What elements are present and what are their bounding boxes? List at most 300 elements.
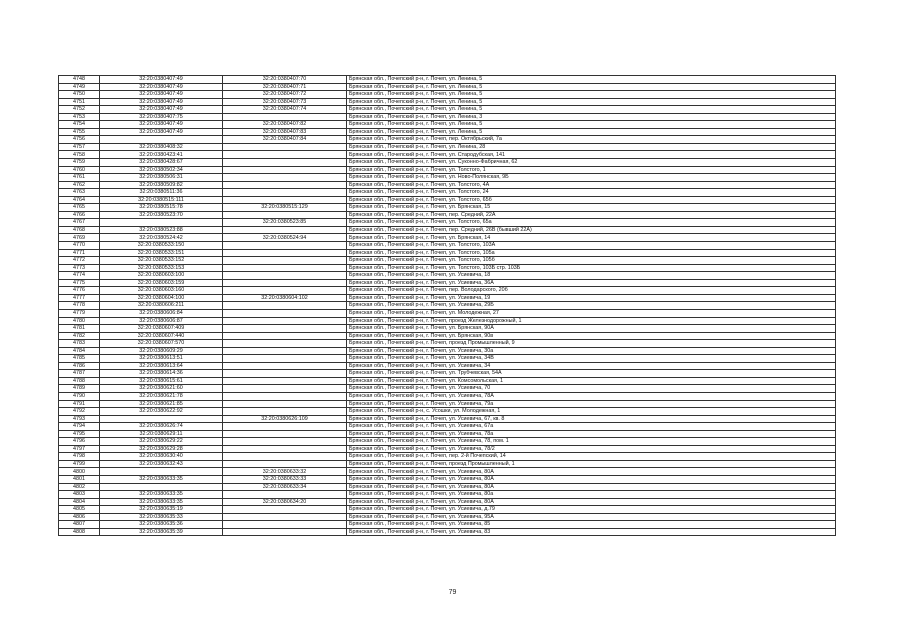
table-row — [59, 340, 836, 348]
address-cell: Брянская обл., Почепский р-н, г. Почеп, ул. Усиевича, 78, пом. 1 — [347, 438, 836, 446]
row-number-cell: 4796 — [59, 438, 100, 446]
building-cadastral-number-cell — [223, 181, 347, 189]
row-number-cell: 4800 — [59, 468, 100, 476]
row-number-cell: 4794 — [59, 423, 100, 431]
cadastral-number-cell: 32:20:0380515:78 — [100, 204, 223, 212]
row-number-cell: 4752 — [59, 106, 100, 114]
table-row — [59, 460, 836, 468]
row-number-cell: 4792 — [59, 408, 100, 416]
row-number-cell: 4791 — [59, 400, 100, 408]
cadastral-number-cell: 32:20:0380621:85 — [100, 400, 223, 408]
row-number-cell: 4750 — [59, 91, 100, 99]
table-row — [59, 211, 836, 219]
cadastral-number-cell: 32:20:0380407:49 — [100, 91, 223, 99]
table-row — [59, 136, 836, 144]
table-row — [59, 332, 836, 340]
table-row — [59, 445, 836, 453]
address-cell: Брянская обл., Почепский р-н, г. Почеп, ул. Усиевича, д.79 — [347, 506, 836, 514]
building-cadastral-number-cell — [223, 249, 347, 257]
table-row — [59, 128, 836, 136]
row-number-cell: 4762 — [59, 181, 100, 189]
table-row — [59, 362, 836, 370]
table-row — [59, 385, 836, 393]
building-cadastral-number-cell — [223, 242, 347, 250]
address-cell: Брянская обл., Почепский р-н, г. Почеп, ул. Ленина, 5 — [347, 91, 836, 99]
building-cadastral-number-cell: 32:20:0380407:82 — [223, 121, 347, 129]
cadastral-number-cell: 32:20:0380603:100 — [100, 272, 223, 280]
address-cell: Брянская обл., Почепский р-н, с. Усошки, ул. Молодежная, 1 — [347, 408, 836, 416]
address-cell: Брянская обл., Почепский р-н, г. Почеп, ул. Ленина, 5 — [347, 76, 836, 84]
address-cell: Брянская обл., Почепский р-н, г. Почеп, ул. Усиевича, 79а — [347, 400, 836, 408]
building-cadastral-number-cell: 32:20:0380634:20 — [223, 498, 347, 506]
address-cell: Брянская обл., Почепский р-н, г. Почеп, ул. Толстого, 105б — [347, 257, 836, 265]
address-cell: Брянская обл., Почепский р-н, г. Почеп, проезд Промышленный, 9 — [347, 340, 836, 348]
table-row — [59, 113, 836, 121]
table-row — [59, 491, 836, 499]
page-number: 79 — [448, 589, 457, 596]
table-row — [59, 392, 836, 400]
address-cell: Брянская обл., Почепский р-н, г. Почеп, ул. Ленина, 5 — [347, 83, 836, 91]
building-cadastral-number-cell: 32:20:0380633:32 — [223, 468, 347, 476]
row-number-cell: 4785 — [59, 355, 100, 363]
table-row — [59, 468, 836, 476]
building-cadastral-number-cell — [223, 491, 347, 499]
row-number-cell: 4765 — [59, 204, 100, 212]
address-cell: Брянская обл., Почепский р-н, г. Почеп, ул. Брянская, 15 — [347, 204, 836, 212]
table-row — [59, 302, 836, 310]
table-row — [59, 370, 836, 378]
address-cell: Брянская обл., Почепский р-н, г. Почеп, ул. Усиевича, 80А — [347, 498, 836, 506]
cadastral-number-cell: 32:20:0380524:42 — [100, 234, 223, 242]
cadastral-number-cell: 32:20:0380613:64 — [100, 362, 223, 370]
row-number-cell: 4790 — [59, 392, 100, 400]
address-cell: Брянская обл., Почепский р-н, г. Почеп, ул. Усиевича, 34 — [347, 362, 836, 370]
cadastral-number-cell: 32:20:0380533:151 — [100, 249, 223, 257]
row-number-cell: 4788 — [59, 377, 100, 385]
cadastral-number-cell: 32:20:0380615:61 — [100, 377, 223, 385]
address-cell: Брянская обл., Почепский р-н, г. Почеп, проезд Промышленный, 1 — [347, 460, 836, 468]
cadastral-number-cell: 32:20:0380635:36 — [100, 521, 223, 529]
address-cell: Брянская обл., Почепский р-н, г. Почеп, ул. Усиевича, 85 — [347, 521, 836, 529]
row-number-cell: 4782 — [59, 332, 100, 340]
address-cell: Брянская обл., Почепский р-н, г. Почеп, ул. Усиевича, 29Б — [347, 302, 836, 310]
row-number-cell: 4755 — [59, 128, 100, 136]
building-cadastral-number-cell — [223, 211, 347, 219]
row-number-cell: 4778 — [59, 302, 100, 310]
building-cadastral-number-cell — [223, 528, 347, 536]
table-row — [59, 453, 836, 461]
row-number-cell: 4795 — [59, 430, 100, 438]
row-number-cell: 4802 — [59, 483, 100, 491]
row-number-cell: 4769 — [59, 234, 100, 242]
building-cadastral-number-cell — [223, 438, 347, 446]
cadastral-number-cell: 32:20:0380635:39 — [100, 528, 223, 536]
cadastral-number-cell: 32:20:0380603:160 — [100, 287, 223, 295]
building-cadastral-number-cell: 32:20:0380633:34 — [223, 483, 347, 491]
row-number-cell: 4748 — [59, 76, 100, 84]
table-row — [59, 317, 836, 325]
building-cadastral-number-cell — [223, 400, 347, 408]
cadastral-number-cell: 32:20:0380511:36 — [100, 189, 223, 197]
row-number-cell: 4756 — [59, 136, 100, 144]
table-row — [59, 438, 836, 446]
table-row — [59, 234, 836, 242]
row-number-cell: 4781 — [59, 325, 100, 333]
cadastral-number-cell: 32:20:0380606:84 — [100, 309, 223, 317]
building-cadastral-number-cell: 32:20:0380604:102 — [223, 294, 347, 302]
row-number-cell: 4798 — [59, 453, 100, 461]
cadastral-number-cell: 32:20:0380622:92 — [100, 408, 223, 416]
building-cadastral-number-cell — [223, 362, 347, 370]
cadastral-number-cell: 32:20:0380613:51 — [100, 355, 223, 363]
cadastral-number-cell: 32:20:0380407:49 — [100, 106, 223, 114]
table-row — [59, 121, 836, 129]
address-cell: Брянская обл., Почепский р-н, г. Почеп, ул. Суконно-Фабричная, 62 — [347, 159, 836, 167]
row-number-cell: 4774 — [59, 272, 100, 280]
table-row — [59, 506, 836, 514]
table-row — [59, 196, 836, 204]
address-cell: Брянская обл., Почепский р-н, г. Почеп, ул. Усиевича, 19 — [347, 294, 836, 302]
building-cadastral-number-cell — [223, 287, 347, 295]
row-number-cell: 4775 — [59, 279, 100, 287]
cadastral-number-cell: 32:20:0380635:19 — [100, 506, 223, 514]
table-row — [59, 355, 836, 363]
row-number-cell: 4806 — [59, 513, 100, 521]
row-number-cell: 4776 — [59, 287, 100, 295]
address-cell: Брянская обл., Почепский р-н, г. Почеп, ул. Усиевича, 36А — [347, 279, 836, 287]
cadastral-number-cell: 32:20:0380407:75 — [100, 113, 223, 121]
cadastral-number-cell: 32:20:0380606:211 — [100, 302, 223, 310]
cadastral-number-cell — [100, 468, 223, 476]
row-number-cell: 4768 — [59, 226, 100, 234]
cadastral-number-cell: 32:20:0380607:570 — [100, 340, 223, 348]
cadastral-number-cell: 32:20:0380621:78 — [100, 392, 223, 400]
cadastral-number-cell: 32:20:0380533:152 — [100, 257, 223, 265]
address-cell: Брянская обл., Почепский р-н, г. Почеп, пер. Октябрьский, 7а — [347, 136, 836, 144]
address-cell: Брянская обл., Почепский р-н, г. Почеп, ул. Толстого, 103Б стр. 103Б — [347, 264, 836, 272]
table-row — [59, 219, 836, 227]
cadastral-number-cell: 32:20:0380533:150 — [100, 242, 223, 250]
building-cadastral-number-cell — [223, 506, 347, 514]
cadastral-number-cell: 32:20:0380609:29 — [100, 347, 223, 355]
table-row — [59, 226, 836, 234]
row-number-cell: 4759 — [59, 159, 100, 167]
row-number-cell: 4808 — [59, 528, 100, 536]
address-cell: Брянская обл., Почепский р-н, г. Почеп, ул. Усиевича, 34В — [347, 355, 836, 363]
table-row — [59, 400, 836, 408]
address-cell: Брянская обл., Почепский р-н, г. Почеп, ул. Ленина, 5 — [347, 106, 836, 114]
table-row — [59, 521, 836, 529]
table-row — [59, 498, 836, 506]
table-row — [59, 294, 836, 302]
address-cell: Брянская обл., Почепский р-н, г. Почеп, ул. Ленина, 5 — [347, 128, 836, 136]
building-cadastral-number-cell — [223, 347, 347, 355]
cadastral-number-cell: 32:20:0380635:33 — [100, 513, 223, 521]
table-row — [59, 159, 836, 167]
cadastral-number-cell: 32:20:0380407:49 — [100, 121, 223, 129]
row-number-cell: 4754 — [59, 121, 100, 129]
address-cell: Брянская обл., Почепский р-н, г. Почеп, ул. Усиевича, 95А — [347, 513, 836, 521]
building-cadastral-number-cell — [223, 521, 347, 529]
row-number-cell: 4799 — [59, 460, 100, 468]
row-number-cell: 4767 — [59, 219, 100, 227]
row-number-cell: 4784 — [59, 347, 100, 355]
building-cadastral-number-cell — [223, 460, 347, 468]
building-cadastral-number-cell — [223, 332, 347, 340]
table-row — [59, 181, 836, 189]
address-cell: Брянская обл., Почепский р-н, г. Почеп, ул. Усиевича, 30а — [347, 347, 836, 355]
cadastral-number-cell: 32:20:0380407:49 — [100, 76, 223, 84]
table-row — [59, 377, 836, 385]
address-cell: Брянская обл., Почепский р-н, г. Почеп, ул. Брянская, 90в — [347, 332, 836, 340]
row-number-cell: 4797 — [59, 445, 100, 453]
table-row — [59, 189, 836, 197]
row-number-cell: 4749 — [59, 83, 100, 91]
table-row — [59, 423, 836, 431]
row-number-cell: 4753 — [59, 113, 100, 121]
building-cadastral-number-cell — [223, 166, 347, 174]
address-cell: Брянская обл., Почепский р-н, г. Почеп, ул. Стародубская, 141 — [347, 151, 836, 159]
building-cadastral-number-cell — [223, 302, 347, 310]
address-cell: Брянская обл., Почепский р-н, г. Почеп, ул. Ленина, 3 — [347, 113, 836, 121]
cadastral-number-cell — [100, 219, 223, 227]
building-cadastral-number-cell — [223, 445, 347, 453]
building-cadastral-number-cell — [223, 423, 347, 431]
building-cadastral-number-cell — [223, 151, 347, 159]
address-cell: Брянская обл., Почепский р-н, г. Почеп, проезд Железнодорожный, 1 — [347, 317, 836, 325]
building-cadastral-number-cell: 32:20:0380626:109 — [223, 415, 347, 423]
cadastral-number-cell: 32:20:0380621:60 — [100, 385, 223, 393]
row-number-cell: 4786 — [59, 362, 100, 370]
building-cadastral-number-cell — [223, 196, 347, 204]
building-cadastral-number-cell — [223, 272, 347, 280]
building-cadastral-number-cell — [223, 189, 347, 197]
address-cell: Брянская обл., Почепский р-н, г. Почеп, ул. Толстого, 4А — [347, 181, 836, 189]
table-row — [59, 264, 836, 272]
row-number-cell: 4772 — [59, 257, 100, 265]
building-cadastral-number-cell — [223, 408, 347, 416]
building-cadastral-number-cell — [223, 355, 347, 363]
table-row — [59, 272, 836, 280]
table-row — [59, 483, 836, 491]
row-number-cell: 4766 — [59, 211, 100, 219]
building-cadastral-number-cell — [223, 309, 347, 317]
address-cell: Брянская обл., Почепский р-н, г. Почеп, ул. Толстого, 65а — [347, 219, 836, 227]
address-cell: Брянская обл., Почепский р-н, г. Почеп, ул. Усиевича, 78а — [347, 430, 836, 438]
cadastral-number-cell: 32:20:0380506:31 — [100, 174, 223, 182]
cadastral-number-cell: 32:20:0380423:41 — [100, 151, 223, 159]
building-cadastral-number-cell — [223, 264, 347, 272]
row-number-cell: 4764 — [59, 196, 100, 204]
building-cadastral-number-cell — [223, 317, 347, 325]
cadastral-number-cell — [100, 483, 223, 491]
address-cell: Брянская обл., Почепский р-н, г. Почеп, ул. Брянская, 14 — [347, 234, 836, 242]
building-cadastral-number-cell: 32:20:0380633:33 — [223, 475, 347, 483]
table-row — [59, 106, 836, 114]
table-row — [59, 76, 836, 84]
row-number-cell: 4770 — [59, 242, 100, 250]
address-cell: Брянская обл., Почепский р-н, г. Почеп, ул. Усиевича, 80а — [347, 491, 836, 499]
address-cell: Брянская обл., Почепский р-н, г. Почеп, ул. Толстого, 103А — [347, 242, 836, 250]
building-cadastral-number-cell: 32:20:0380407:70 — [223, 76, 347, 84]
row-number-cell: 4779 — [59, 309, 100, 317]
building-cadastral-number-cell: 32:20:0380407:73 — [223, 98, 347, 106]
table-row — [59, 242, 836, 250]
row-number-cell: 4801 — [59, 475, 100, 483]
cadastral-number-cell: 32:20:0380629:11 — [100, 430, 223, 438]
table-row — [59, 279, 836, 287]
address-cell: Брянская обл., Почепский р-н, г. Почеп, ул. Ленина, 5 — [347, 98, 836, 106]
table-row — [59, 174, 836, 182]
cadastral-number-cell: 32:20:0380607:440 — [100, 332, 223, 340]
cadastral-number-cell: 32:20:0380523:70 — [100, 211, 223, 219]
address-cell: Брянская обл., Почепский р-н, г. Почеп, ул. Усиевича, 70 — [347, 385, 836, 393]
address-cell: Брянская обл., Почепский р-н, г. Почеп, ул. Усиевича, 80А — [347, 468, 836, 476]
building-cadastral-number-cell — [223, 226, 347, 234]
row-number-cell: 4787 — [59, 370, 100, 378]
address-cell: Брянская обл., Почепский р-н, г. Почеп, ул. Толстого, 105а — [347, 249, 836, 257]
building-cadastral-number-cell: 32:20:0380515:129 — [223, 204, 347, 212]
building-cadastral-number-cell — [223, 385, 347, 393]
cadastral-number-cell: 32:20:0380633:35 — [100, 498, 223, 506]
cadastral-number-cell — [100, 415, 223, 423]
table-row — [59, 309, 836, 317]
registry-table-body — [59, 76, 836, 536]
table-row — [59, 415, 836, 423]
address-cell: Брянская обл., Почепский р-н, г. Почеп, ул. Ново-Полянская, 9Б — [347, 174, 836, 182]
cadastral-number-cell: 32:20:0380533:153 — [100, 264, 223, 272]
row-number-cell: 4783 — [59, 340, 100, 348]
cadastral-number-cell: 32:20:0380629:22 — [100, 438, 223, 446]
address-cell: Брянская обл., Почепский р-н, г. Почеп, ул. Ленина, 5 — [347, 121, 836, 129]
row-number-cell: 4789 — [59, 385, 100, 393]
row-number-cell: 4780 — [59, 317, 100, 325]
cadastral-number-cell: 32:20:0380629:28 — [100, 445, 223, 453]
cadastral-registry-table — [58, 75, 836, 536]
row-number-cell: 4751 — [59, 98, 100, 106]
building-cadastral-number-cell: 32:20:0380407:74 — [223, 106, 347, 114]
building-cadastral-number-cell — [223, 430, 347, 438]
address-cell: Брянская обл., Почепский р-н, г. Почеп, ул. Усиевича, 18 — [347, 272, 836, 280]
cadastral-number-cell: 32:20:0380607:409 — [100, 325, 223, 333]
table-row — [59, 83, 836, 91]
row-number-cell: 4758 — [59, 151, 100, 159]
row-number-cell: 4777 — [59, 294, 100, 302]
cadastral-number-cell: 32:20:0380614:36 — [100, 370, 223, 378]
cadastral-number-cell: 32:20:0380407:49 — [100, 83, 223, 91]
cadastral-number-cell: 32:20:0380603:159 — [100, 279, 223, 287]
building-cadastral-number-cell — [223, 392, 347, 400]
building-cadastral-number-cell: 32:20:0380407:84 — [223, 136, 347, 144]
address-cell: Брянская обл., Почепский р-н, г. Почеп, ул. Усиевича, 78/2 — [347, 445, 836, 453]
address-cell: Брянская обл., Почепский р-н, г. Почеп, ул. Комсомольская, 1 — [347, 377, 836, 385]
table-row — [59, 475, 836, 483]
row-number-cell: 4804 — [59, 498, 100, 506]
table-row — [59, 347, 836, 355]
cadastral-number-cell: 32:20:0380428:67 — [100, 159, 223, 167]
address-cell: Брянская обл., Почепский р-н, г. Почеп, ул. Толстого, 24 — [347, 189, 836, 197]
address-cell: Брянская обл., Почепский р-н, г. Почеп, ул. Усиевича, 67, кв. 8 — [347, 415, 836, 423]
address-cell: Брянская обл., Почепский р-н, г. Почеп, пер. 2-й Почепский, 14 — [347, 453, 836, 461]
building-cadastral-number-cell: 32:20:0380407:71 — [223, 83, 347, 91]
table-row — [59, 287, 836, 295]
cadastral-number-cell: 32:20:0380509:82 — [100, 181, 223, 189]
table-row — [59, 166, 836, 174]
cadastral-number-cell — [100, 136, 223, 144]
building-cadastral-number-cell — [223, 113, 347, 121]
address-cell: Брянская обл., Почепский р-н, г. Почеп, ул. Толстого, 1 — [347, 166, 836, 174]
building-cadastral-number-cell: 32:20:0380407:72 — [223, 91, 347, 99]
address-cell: Брянская обл., Почепский р-н, г. Почеп, ул. Усиевича, 78А — [347, 392, 836, 400]
table-row — [59, 325, 836, 333]
table-row — [59, 98, 836, 106]
cadastral-number-cell: 32:20:0380604:100 — [100, 294, 223, 302]
address-cell: Брянская обл., Почепский р-н, г. Почеп, ул. Ленина, 28 — [347, 143, 836, 151]
cadastral-number-cell: 32:20:0380502:34 — [100, 166, 223, 174]
cadastral-number-cell: 32:20:0380633:35 — [100, 491, 223, 499]
row-number-cell: 4757 — [59, 143, 100, 151]
building-cadastral-number-cell: 32:20:0380407:83 — [223, 128, 347, 136]
table-row — [59, 249, 836, 257]
row-number-cell: 4771 — [59, 249, 100, 257]
building-cadastral-number-cell — [223, 340, 347, 348]
table-row — [59, 151, 836, 159]
table-row — [59, 528, 836, 536]
address-cell: Брянская обл., Почепский р-н, г. Почеп, ул. Усиевича, 80А — [347, 483, 836, 491]
cadastral-number-cell: 32:20:0380407:49 — [100, 98, 223, 106]
building-cadastral-number-cell — [223, 257, 347, 265]
address-cell: Брянская обл., Почепский р-н, г. Почеп, ул. Трубчевская, 54А — [347, 370, 836, 378]
table-row — [59, 408, 836, 416]
building-cadastral-number-cell — [223, 159, 347, 167]
row-number-cell: 4773 — [59, 264, 100, 272]
row-number-cell: 4761 — [59, 174, 100, 182]
cadastral-number-cell: 32:20:0380632:43 — [100, 460, 223, 468]
cadastral-number-cell: 32:20:0380407:49 — [100, 128, 223, 136]
table-row — [59, 143, 836, 151]
address-cell: Брянская обл., Почепский р-н, г. Почеп, ул. Толстого, 65б — [347, 196, 836, 204]
row-number-cell: 4807 — [59, 521, 100, 529]
building-cadastral-number-cell — [223, 513, 347, 521]
building-cadastral-number-cell: 32:20:0380524:94 — [223, 234, 347, 242]
building-cadastral-number-cell: 32:20:0380523:85 — [223, 219, 347, 227]
address-cell: Брянская обл., Почепский р-н, г. Почеп, ул. Усиевича, 80А — [347, 475, 836, 483]
address-cell: Брянская обл., Почепский р-н, г. Почеп, ул. Усиевича, 67а — [347, 423, 836, 431]
address-cell: Брянская обл., Почепский р-н, г. Почеп, пер. Володарского, 20б — [347, 287, 836, 295]
cadastral-number-cell: 32:20:0380606:87 — [100, 317, 223, 325]
row-number-cell: 4805 — [59, 506, 100, 514]
address-cell: Брянская обл., Почепский р-н, г. Почеп, ул. Брянская, 90А — [347, 325, 836, 333]
table-row — [59, 204, 836, 212]
address-cell: Брянская обл., Почепский р-н, г. Почеп, ул. Молодежная, 27 — [347, 309, 836, 317]
cadastral-number-cell: 32:20:0380408:32 — [100, 143, 223, 151]
cadastral-number-cell: 32:20:0380515:111 — [100, 196, 223, 204]
table-row — [59, 91, 836, 99]
table-row — [59, 257, 836, 265]
address-cell: Брянская обл., Почепский р-н, г. Почеп, пер. Средний, 26В (бывший 22А) — [347, 226, 836, 234]
building-cadastral-number-cell — [223, 279, 347, 287]
cadastral-number-cell: 32:20:0380523:88 — [100, 226, 223, 234]
building-cadastral-number-cell — [223, 174, 347, 182]
cadastral-number-cell: 32:20:0380633:35 — [100, 475, 223, 483]
building-cadastral-number-cell — [223, 370, 347, 378]
building-cadastral-number-cell — [223, 143, 347, 151]
row-number-cell: 4763 — [59, 189, 100, 197]
row-number-cell: 4793 — [59, 415, 100, 423]
building-cadastral-number-cell — [223, 377, 347, 385]
address-cell: Брянская обл., Почепский р-н, г. Почеп, ул. Усиевича, 83 — [347, 528, 836, 536]
table-row — [59, 430, 836, 438]
